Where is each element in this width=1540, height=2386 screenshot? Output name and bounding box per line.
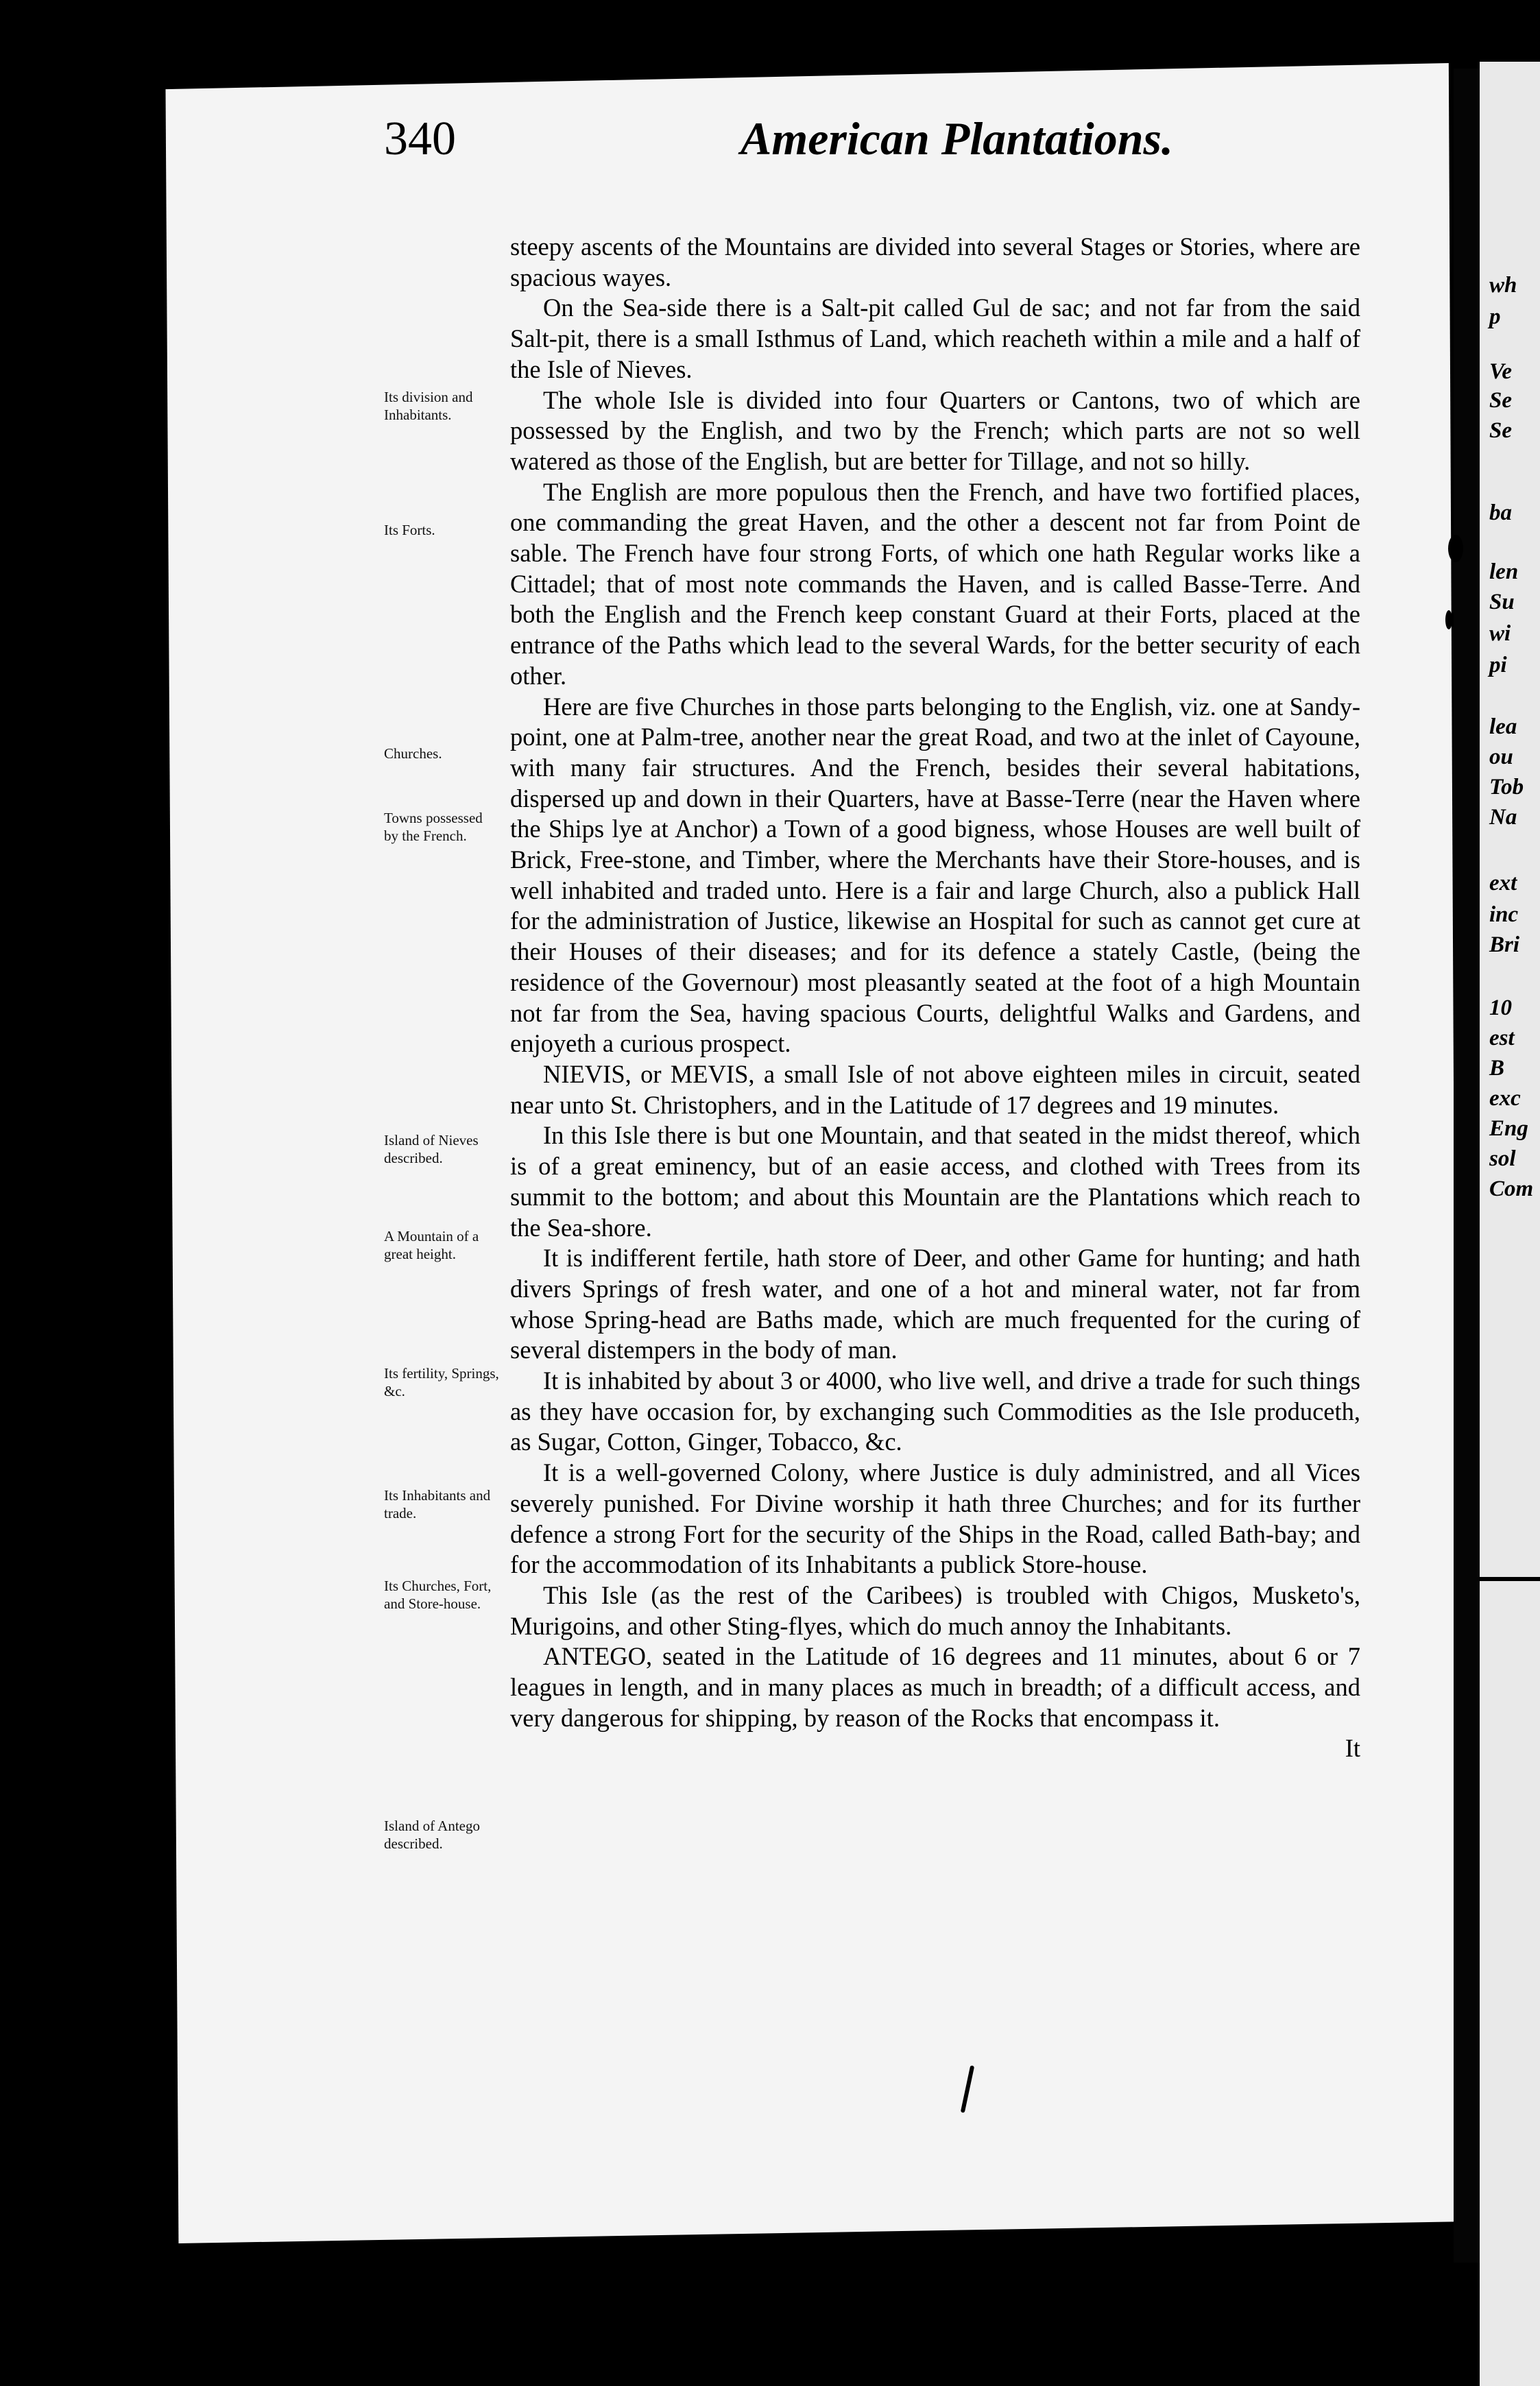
- catchword: It: [1345, 1734, 1360, 1763]
- facing-page-fragment: Com: [1489, 1177, 1534, 1201]
- margin-note: Its Churches, Fort, and Store-house.: [384, 1578, 492, 1612]
- facing-page-fragment: B: [1489, 1056, 1505, 1081]
- facing-page-fragment: wi: [1489, 621, 1511, 646]
- text-paragraph: In this Isle there is but one Mountain, and that seated in the midst thereof, which is of a great eminency, but of an easie access, and clothed with Trees from its summit to the bottom; and about this Mountain are the Plantations which reach to the Sea-shore.: [510, 1121, 1360, 1242]
- facing-page-fragment: Ve: [1489, 359, 1512, 384]
- margin-note: Its fertility, Springs, &c.: [384, 1365, 499, 1399]
- facing-page-fragment: Bri: [1489, 932, 1520, 957]
- margin-note: Churches.: [384, 745, 442, 762]
- margin-note: Towns possessed by the French.: [384, 810, 483, 844]
- page-header: [384, 112, 1399, 173]
- margin-note: Island of Nieves described.: [384, 1132, 479, 1166]
- facing-page-fragment: sol: [1489, 1146, 1516, 1171]
- text-paragraph: ANTEGO, seated in the Latitude of 16 degrees and 11 minutes, about 6 or 7 leagues in length, and in many places as much in breadth; of a difficult access, and very dangerous for shipping, by reason of the Rocks that encompass it.: [510, 1642, 1360, 1732]
- facing-page-fragment: Eng: [1489, 1116, 1528, 1141]
- page-number: 340: [384, 112, 456, 165]
- facing-page-fragment: lea: [1489, 714, 1517, 739]
- facing-page-fragment: pi: [1489, 653, 1507, 677]
- facing-page-fragment: exc: [1489, 1086, 1521, 1111]
- text-paragraph: NIEVIS, or MEVIS, a small Isle of not above eighteen miles in circuit, seated near unto St. Christophers, and in the Latitude of 17 degrees and 19 minutes.: [510, 1059, 1360, 1119]
- margin-note: Its division and Inhabitants.: [384, 389, 473, 423]
- text-paragraph: steepy ascents of the Mountains are divided into several Stages or Stories, where are spacious wayes.: [510, 232, 1360, 291]
- text-paragraph: On the Sea-side there is a Salt-pit called Gul de sac; and not far from the said Salt-pit, there is a small Isthmus of Land, which reacheth within a mile and a half of the Isle of Nieves.: [510, 293, 1360, 383]
- facing-page-fragment: inc: [1489, 902, 1519, 927]
- text-paragraph: This Isle (as the rest of the Caribees) is troubled with Chigos, Musketo's, Murigoins, and other Sting-flyes, which do much annoy the Inhabitants.: [510, 1580, 1360, 1640]
- margin-note: Its Forts.: [384, 522, 435, 538]
- text-paragraph: Here are five Churches in those parts belonging to the English, viz. one at Sandy-point, one at Palm-tree, another near the great Road, and two at the inlet of Cayoune, with many fair structures. And the French, besides their several habitations, dispersed up and down in their Quarters, have at Basse-Terre (near the Haven where the Ships lye at Anchor) a Town of a good bigness, whose Houses are well built of Brick, Free-stone, and Timber, where the Merchants have their Store-houses, and is well inhabited and traded unto. Here is a fair and large Church, also a publick Hall for the administration of Justice, likewise an Hospital for such as cannot get cure at their Houses of their diseases; and for its defence a stately Castle, (being the residence of the Governour) most pleasantly seated at the foot of a high Mountain not far from the Sea, having spacious Courts, delightful Walks and Gardens, and enjoyeth a curious prospect.: [510, 692, 1360, 1058]
- text-paragraph: It is indifferent fertile, hath store of Deer, and other Game for hunting; and hath divers Springs of fresh water, and one of a hot and mineral water, not far from whose Spring-head are Baths made, which are much frequented for the curing of several distempers in the body of man.: [510, 1244, 1360, 1364]
- facing-page-edge: [1480, 62, 1540, 2386]
- facing-page-fragment: est: [1489, 1026, 1515, 1050]
- text-paragraph: The whole Isle is divided into four Quarters or Cantons, two of which are possessed by the English, and two by the French; which parts are not so well watered as those of the English, but are better for Tillage, and not so hilly.: [510, 385, 1360, 475]
- facing-page-fragment: len: [1489, 559, 1519, 584]
- facing-page-fragment: Na: [1489, 805, 1517, 830]
- facing-page-fragment: ou: [1489, 745, 1513, 769]
- facing-page-fragment: 10: [1489, 996, 1512, 1020]
- text-paragraph: It is a well-governed Colony, where Justice is duly administred, and all Vices severely punished. For Divine worship it hath three Churches; and for its further defence a strong Fort for the security of the Ships in the Road, called Bath-bay; and for the accommodation of its Inhabitants a publick Store-house.: [510, 1458, 1360, 1579]
- facing-page-fragment: ext: [1489, 871, 1517, 895]
- facing-page-fragment: Se: [1489, 388, 1512, 413]
- facing-page-fragment: Se: [1489, 418, 1512, 443]
- margin-note: Island of Antego described.: [384, 1818, 480, 1852]
- margin-note: Its Inhabitants and trade.: [384, 1487, 491, 1521]
- facing-page-fragment: ba: [1489, 501, 1512, 525]
- facing-page-fragment: Tob: [1489, 775, 1524, 799]
- ink-blot: [1445, 610, 1452, 629]
- running-title: American Plantations.: [741, 112, 1173, 165]
- ink-blot: [1448, 535, 1463, 562]
- margin-note: A Mountain of a great height.: [384, 1228, 479, 1262]
- text-paragraph: The English are more populous then the French, and have two fortified places, one commanding the great Haven, and the other a descent not far from Point de sable. The French have four strong Forts, of which one hath Regular works like a Cittadel; that of most note commands the Haven, and is called Basse-Terre. And both the English and the French keep constant Guard at their Forts, placed at the entrance of the Paths which lead to the several Wards, for the better security of each other.: [510, 477, 1360, 690]
- facing-page-fragment: Su: [1489, 590, 1515, 614]
- book-gutter: [1454, 69, 1480, 2263]
- facing-page-fragment: p: [1489, 304, 1501, 329]
- facing-page-fragment: wh: [1489, 273, 1517, 298]
- text-paragraph: It is inhabited by about 3 or 4000, who live well, and drive a trade for such things as they have occasion for, by exchanging such Commodities as the Isle produceth, as Sugar, Cotton, Ginger, Tobacco, &c.: [510, 1366, 1360, 1456]
- facing-page-rule: [1480, 1577, 1540, 1581]
- main-text: [510, 232, 1360, 1764]
